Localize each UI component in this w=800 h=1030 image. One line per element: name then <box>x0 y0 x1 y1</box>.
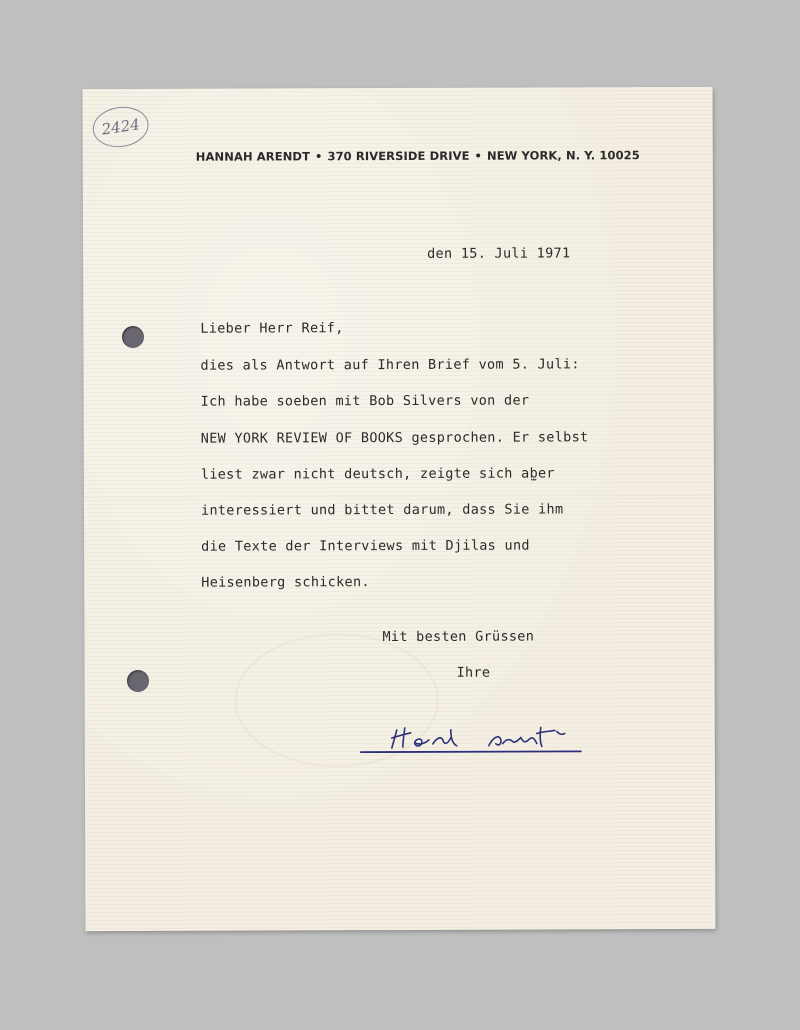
letterhead-city: NEW YORK, N. Y. 10025 <box>486 148 640 163</box>
body-line: interessiert und bittet darum, dass Sie ihm <box>200 501 564 519</box>
body-line: NEW YORK REVIEW OF BOOKS gesprochen. Er selbst <box>200 429 589 447</box>
letterhead-name: HANNAH ARENDT <box>195 149 311 164</box>
body-line: liest zwar nicht deutsch, zeigte sich ab̫er <box>200 465 555 483</box>
letterhead-separator: • <box>314 149 323 164</box>
archive-number: 2424 <box>100 115 141 139</box>
letterhead <box>196 148 640 164</box>
paper-fold <box>84 495 714 499</box>
closing-ihre: Ihre <box>456 664 491 681</box>
punch-hole-lower <box>127 670 149 692</box>
body-line: Heisenberg schicken. <box>201 574 370 591</box>
body-line: die Texte der Interviews mit Djilas und <box>201 537 530 555</box>
letter-date: den 15. Juli 1971 <box>427 245 571 262</box>
body-line: dies als Antwort auf Ihren Brief vom 5. Juli: <box>200 356 580 374</box>
archive-number-mark <box>90 103 151 151</box>
closing-greeting: Mit besten Grüssen <box>382 628 535 646</box>
punch-hole-upper <box>122 326 144 348</box>
handwritten-signature <box>359 719 599 758</box>
letter-paper <box>83 87 716 931</box>
letterhead-separator: • <box>474 148 482 163</box>
body-line: Ich habe soeben mit Bob Silvers von der <box>200 392 530 410</box>
salutation: Lieber Herr Reif, <box>200 320 344 337</box>
letterhead-address: 370 RIVERSIDE DRIVE <box>327 148 470 164</box>
